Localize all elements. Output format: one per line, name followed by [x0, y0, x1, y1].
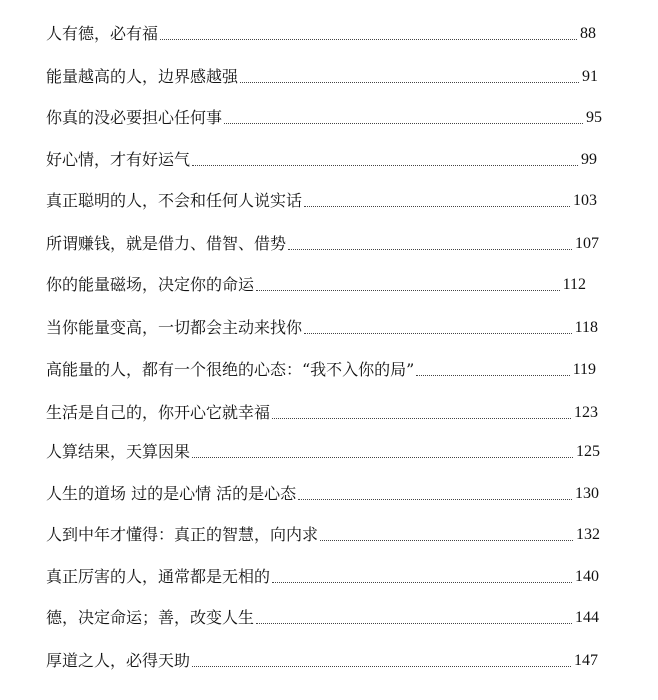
dot-leader — [256, 623, 572, 624]
toc-entry-title: 生活是自己的，你开心它就幸福 — [46, 403, 271, 422]
toc-entry[interactable] — [46, 18, 596, 44]
toc-entry[interactable] — [46, 144, 597, 170]
toc-entry[interactable] — [46, 228, 599, 254]
toc-entry-page: 107 — [575, 235, 599, 252]
toc-entry[interactable] — [46, 561, 599, 587]
toc-entry-page: 118 — [574, 319, 598, 336]
toc-entry-page: 140 — [575, 568, 599, 585]
dot-leader — [160, 39, 577, 40]
toc-entry-title: 厚道之人，必得天助 — [46, 651, 191, 670]
dot-leader — [224, 123, 583, 124]
toc-entry-page: 132 — [576, 526, 600, 543]
toc-entry[interactable] — [46, 61, 598, 87]
toc-entry[interactable] — [46, 645, 598, 671]
toc-entry-title: 所谓赚钱，就是借力、借智、借势 — [46, 234, 287, 253]
toc-entry-title: 真正聪明的人，不会和任何人说实话 — [46, 191, 303, 210]
toc-entry-title: 人算结果，天算因果 — [46, 442, 191, 461]
toc-entry[interactable] — [46, 269, 586, 295]
toc-entry-title: 真正厉害的人，通常都是无相的 — [46, 567, 271, 586]
toc-entry[interactable] — [46, 478, 599, 504]
toc-entry[interactable] — [46, 102, 602, 128]
toc-entry-page: 144 — [575, 609, 599, 626]
toc-entry[interactable] — [46, 519, 600, 545]
toc-entry-title: 人有德，必有福 — [46, 24, 159, 43]
dot-leader — [288, 249, 572, 250]
toc-entry-page: 119 — [572, 361, 596, 378]
toc-entry-page: 123 — [574, 404, 598, 421]
dot-leader — [272, 418, 571, 419]
dot-leader — [272, 582, 572, 583]
dot-leader — [192, 165, 578, 166]
toc-entry-page: 112 — [562, 276, 586, 293]
toc-entry[interactable] — [46, 602, 599, 628]
dot-leader — [192, 666, 571, 667]
toc-entry-page: 99 — [581, 151, 597, 168]
toc-entry[interactable] — [46, 354, 596, 380]
dot-leader — [298, 499, 572, 500]
toc-entry-title: 能量越高的人，边界感越强 — [46, 67, 239, 86]
toc-entry-title: 人到中年才懂得：真正的智慧，向内求 — [46, 525, 319, 544]
toc-entry-title: 高能量的人，都有一个很绝的心态：“我不入你的局” — [46, 360, 415, 379]
toc-entry-title: 你的能量磁场，决定你的命运 — [46, 275, 255, 294]
toc-entry-title: 好心情，才有好运气 — [46, 150, 191, 169]
toc-entry-title: 人生的道场 过的是心情 活的是心态 — [46, 484, 297, 503]
toc-entry-page: 103 — [573, 192, 597, 209]
toc-entry-page: 91 — [582, 68, 598, 85]
dot-leader — [304, 333, 572, 334]
toc-entry[interactable] — [46, 185, 597, 211]
dot-leader — [240, 82, 579, 83]
dot-leader — [416, 375, 569, 376]
toc-entry[interactable] — [46, 436, 600, 462]
toc-entry[interactable] — [46, 312, 598, 338]
dot-leader — [192, 457, 573, 458]
dot-leader — [320, 540, 573, 541]
dot-leader — [256, 290, 560, 291]
toc-entry-page: 125 — [576, 443, 600, 460]
toc-entry-title: 德，决定命运；善，改变人生 — [46, 608, 255, 627]
toc-entry-title: 你真的没必要担心任何事 — [46, 108, 223, 127]
toc-entry-page: 95 — [586, 109, 602, 126]
dot-leader — [304, 206, 570, 207]
toc-entry-page: 147 — [574, 652, 598, 669]
toc-entry-page: 88 — [580, 25, 596, 42]
toc-entry[interactable] — [46, 397, 598, 423]
toc-entry-title: 当你能量变高，一切都会主动来找你 — [46, 318, 303, 337]
toc-entry-page: 130 — [575, 485, 599, 502]
